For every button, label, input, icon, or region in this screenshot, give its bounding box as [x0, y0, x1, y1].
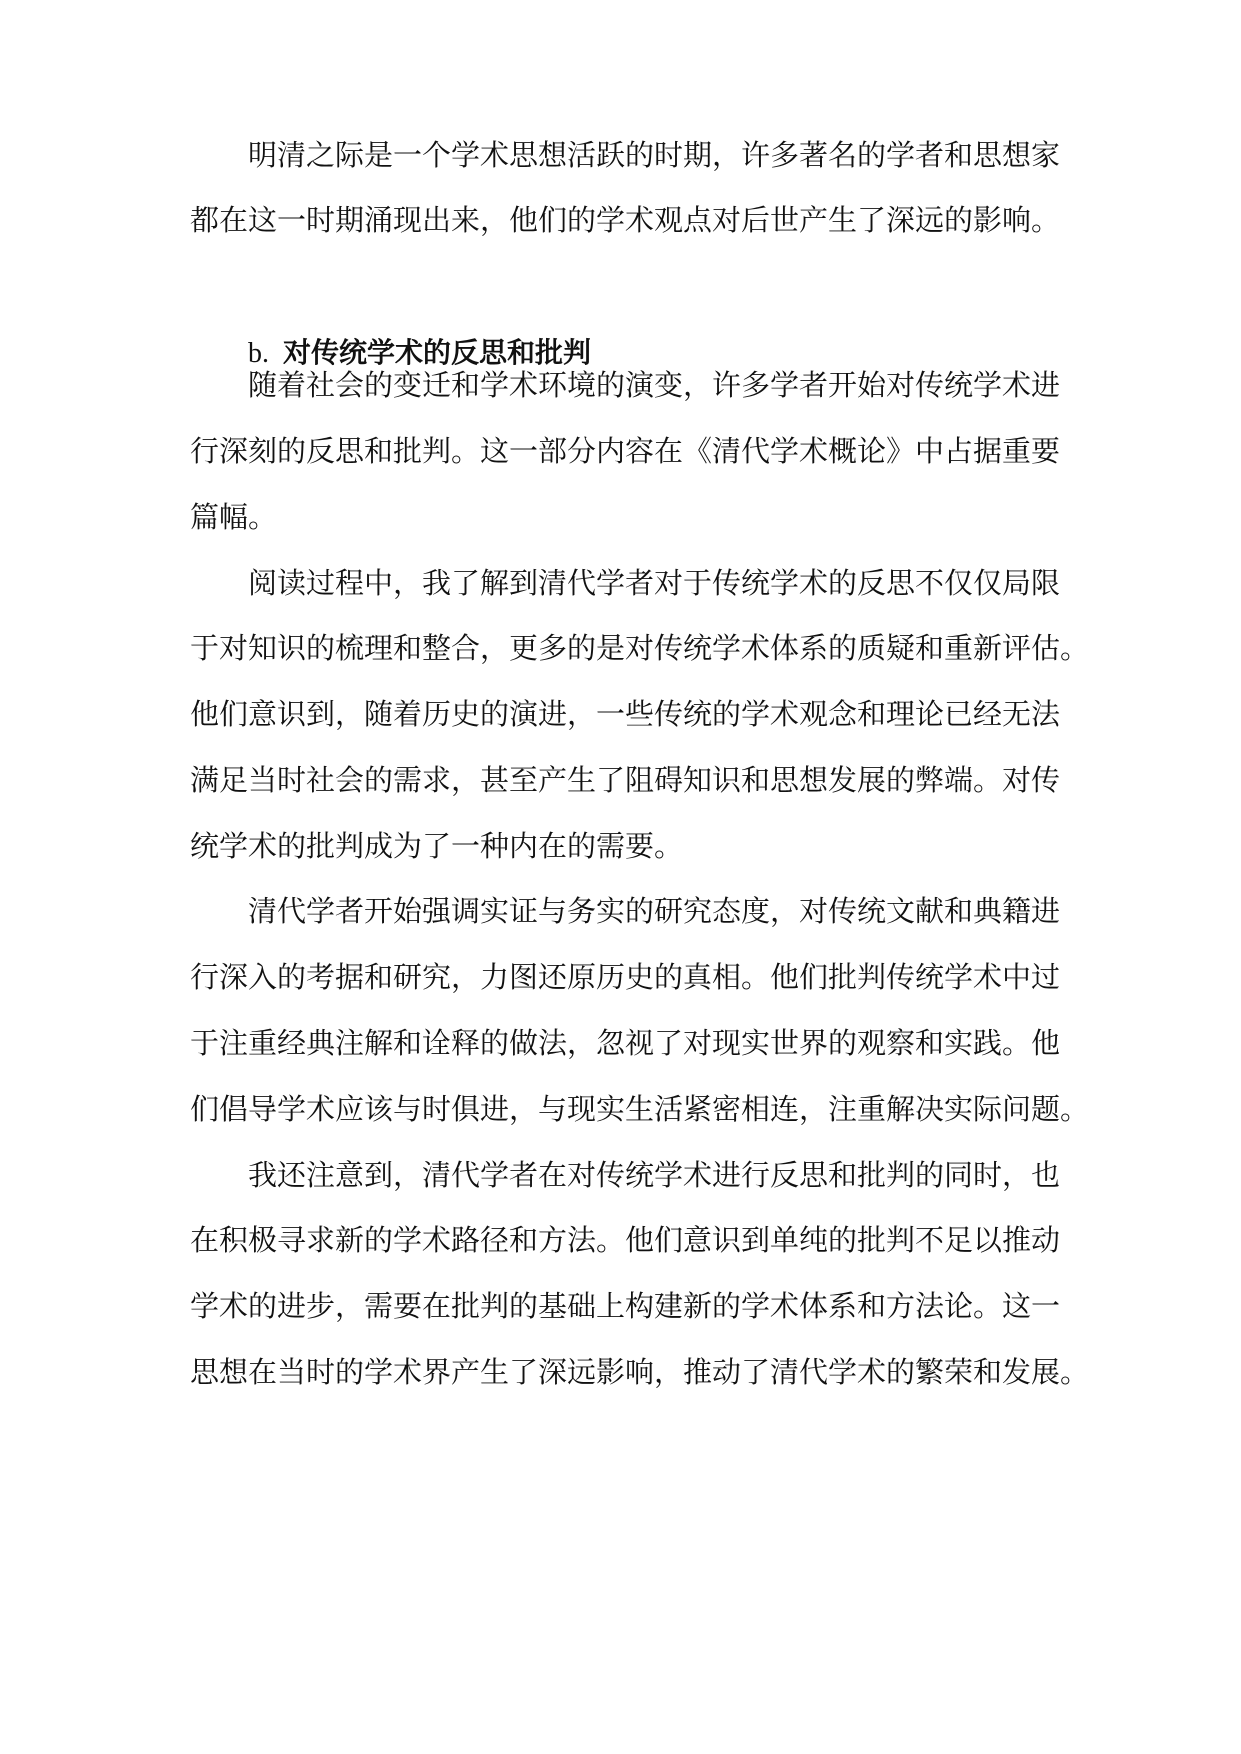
section-marker: b. — [248, 338, 269, 369]
text-line: 于注重经典注解和诠释的做法，忽视了对现实世界的观察和实践。他 — [190, 1026, 1061, 1060]
text-line: 明清之际是一个学术思想活跃的时期，许多著名的学者和思想家 — [248, 138, 1061, 172]
text-line: 我还注意到，清代学者在对传统学术进行反思和批判的同时，也 — [248, 1158, 1061, 1192]
section-title: 对传统学术的反思和批判 — [283, 336, 592, 369]
text-line: 行深入的考据和研究，力图还原历史的真相。他们批判传统学术中过 — [190, 960, 1061, 994]
text-line: 于对知识的梳理和整合，更多的是对传统学术体系的质疑和重新评估。 — [190, 631, 1090, 665]
text-line: 们倡导学术应该与时俱进，与现实生活紧密相连，注重解决实际问题。 — [190, 1092, 1090, 1126]
text-line: 随着社会的变迁和学术环境的演变，许多学者开始对传统学术进 — [248, 368, 1061, 402]
text-line: 在积极寻求新的学术路径和方法。他们意识到单纯的批判不足以推动 — [190, 1223, 1061, 1257]
text-line: 满足当时社会的需求，甚至产生了阻碍知识和思想发展的弊端。对传 — [190, 763, 1061, 797]
text-line: 学术的进步，需要在批判的基础上构建新的学术体系和方法论。这一 — [190, 1289, 1061, 1323]
text-line: 阅读过程中，我了解到清代学者对于传统学术的反思不仅仅局限 — [248, 566, 1061, 600]
text-line: 统学术的批判成为了一种内在的需要。 — [190, 829, 684, 863]
text-line: 篇幅。 — [190, 500, 278, 534]
text-line: 思想在当时的学术界产生了深远影响，推动了清代学术的繁荣和发展。 — [190, 1355, 1090, 1389]
text-line: 他们意识到，随着历史的演进，一些传统的学术观念和理论已经无法 — [190, 697, 1061, 731]
text-line: 都在这一时期涌现出来，他们的学术观点对后世产生了深远的影响。 — [190, 203, 1061, 237]
text-line: 行深刻的反思和批判。这一部分内容在《清代学术概论》中占据重要 — [190, 434, 1061, 468]
text-line: 清代学者开始强调实证与务实的研究态度，对传统文献和典籍进 — [248, 894, 1061, 928]
